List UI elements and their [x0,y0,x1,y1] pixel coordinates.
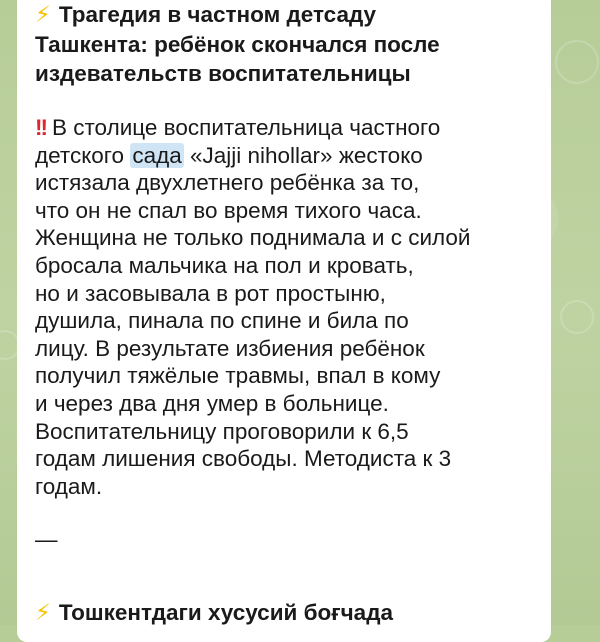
body-line: лицу. В результате избиения ребёнок [35,335,425,361]
body-line: истязала двухлетнего ребёнка за то, [35,170,420,196]
body-line: годам лишения свободы. Методиста к 3 [35,446,452,472]
body-line: В столице воспитательница частного [52,115,441,140]
post-title-uzbek [35,598,537,628]
lightning-icon: ⚡ [35,600,51,627]
search-highlight: сада [132,142,182,168]
body-line: душила, пинала по спине и била по [35,308,409,334]
wallpaper-doodle [560,300,594,334]
title-line: издевательств воспитательницы [35,61,411,86]
post-title [35,0,537,88]
post-body [35,114,537,500]
lightning-icon: ⚡ [35,2,51,28]
title-line: Тошкентдаги хусусий боғчада [58,600,393,626]
double-exclamation-icon: !! [35,115,46,140]
body-line: годам. [35,473,103,499]
body-line: что он не спал во время тихого часа. [35,197,422,223]
body-line: но и засовывала в рот простыню, [35,280,386,306]
title-line: Трагедия в частном детсаду [58,2,377,27]
body-line: детского [35,142,125,168]
body-line: и через два дня умер в больнице. [35,390,389,416]
body-line: Воспитательницу проговорили к 6,5 [35,418,409,444]
body-line: бросала мальчика на пол и кровать, [35,252,414,278]
body-line: «Jajji nihollar» жестоко [189,142,423,168]
body-line: Женщина не только поднимала и с силой [35,225,471,251]
separator: — [35,527,58,553]
message-bubble[interactable] [17,0,551,642]
body-line: получил тяжёлые травмы, впал в кому [35,363,441,389]
title-line: Ташкента: ребёнок скончался после [35,32,440,57]
wallpaper-doodle [555,40,599,84]
